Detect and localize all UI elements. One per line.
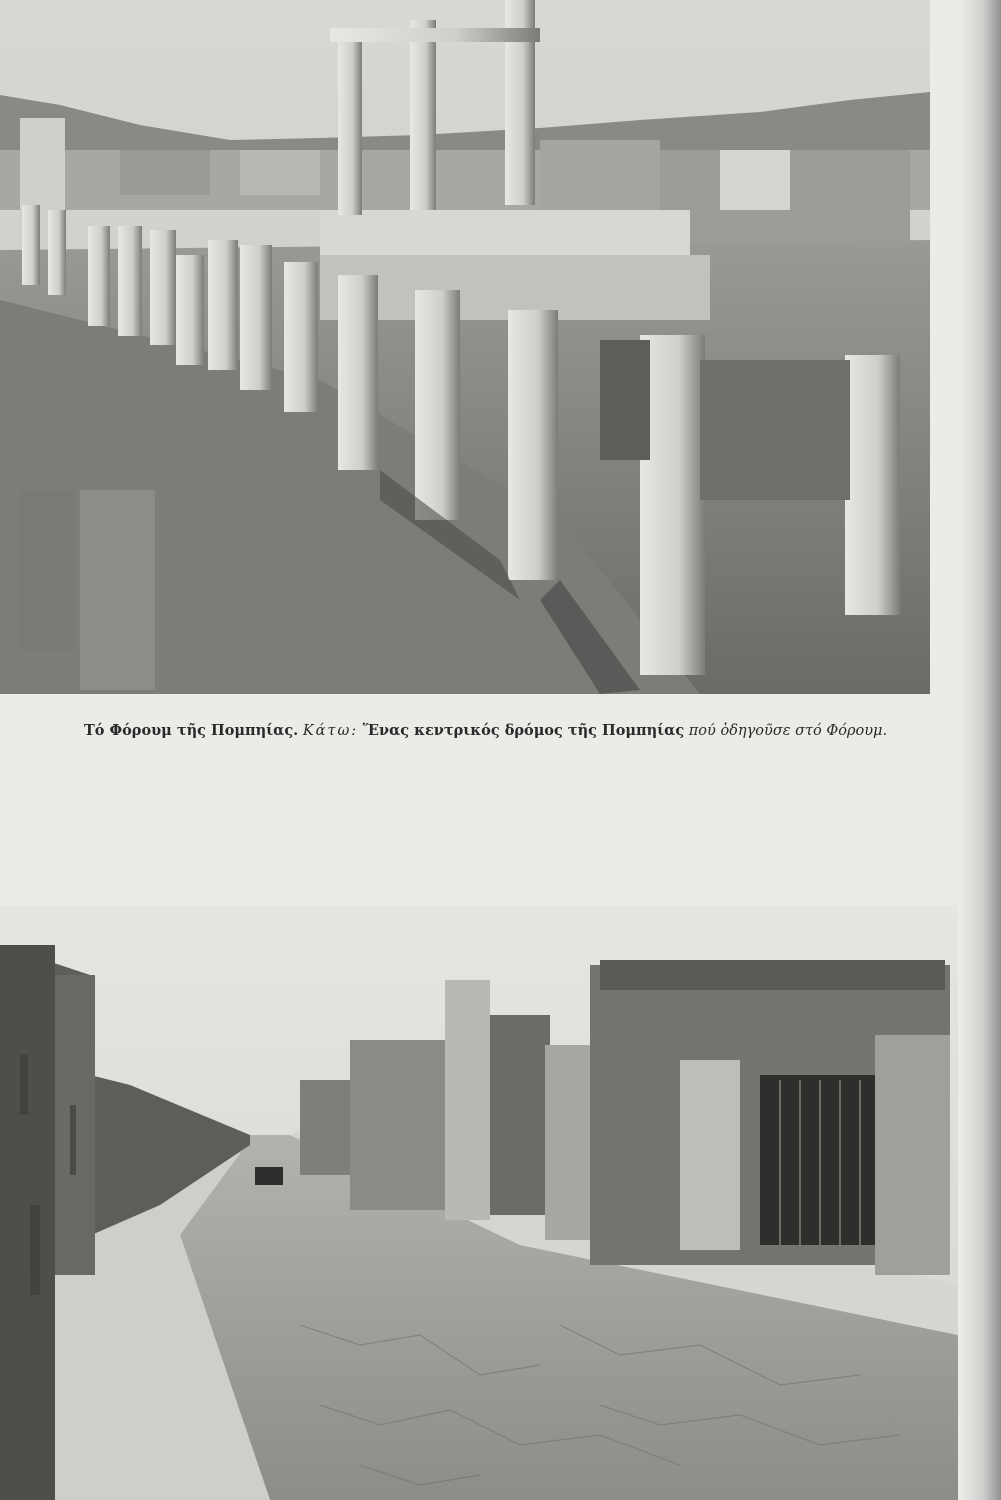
caption-label: Κάτω: (302, 723, 359, 739)
street-photo (0, 905, 958, 1500)
caption-detail: πού ὁδηγοῦσε στό Φόρουμ. (688, 723, 888, 739)
page-gutter-shadow (961, 0, 1001, 1500)
caption-subject: Ἕνας κεντρικός δρόμος τῆς Πομπηίας (362, 722, 685, 739)
photo-caption (84, 716, 936, 746)
forum-photo (0, 0, 930, 694)
caption-title: Τό Φόρουμ τῆς Πομπηίας. (84, 722, 299, 739)
